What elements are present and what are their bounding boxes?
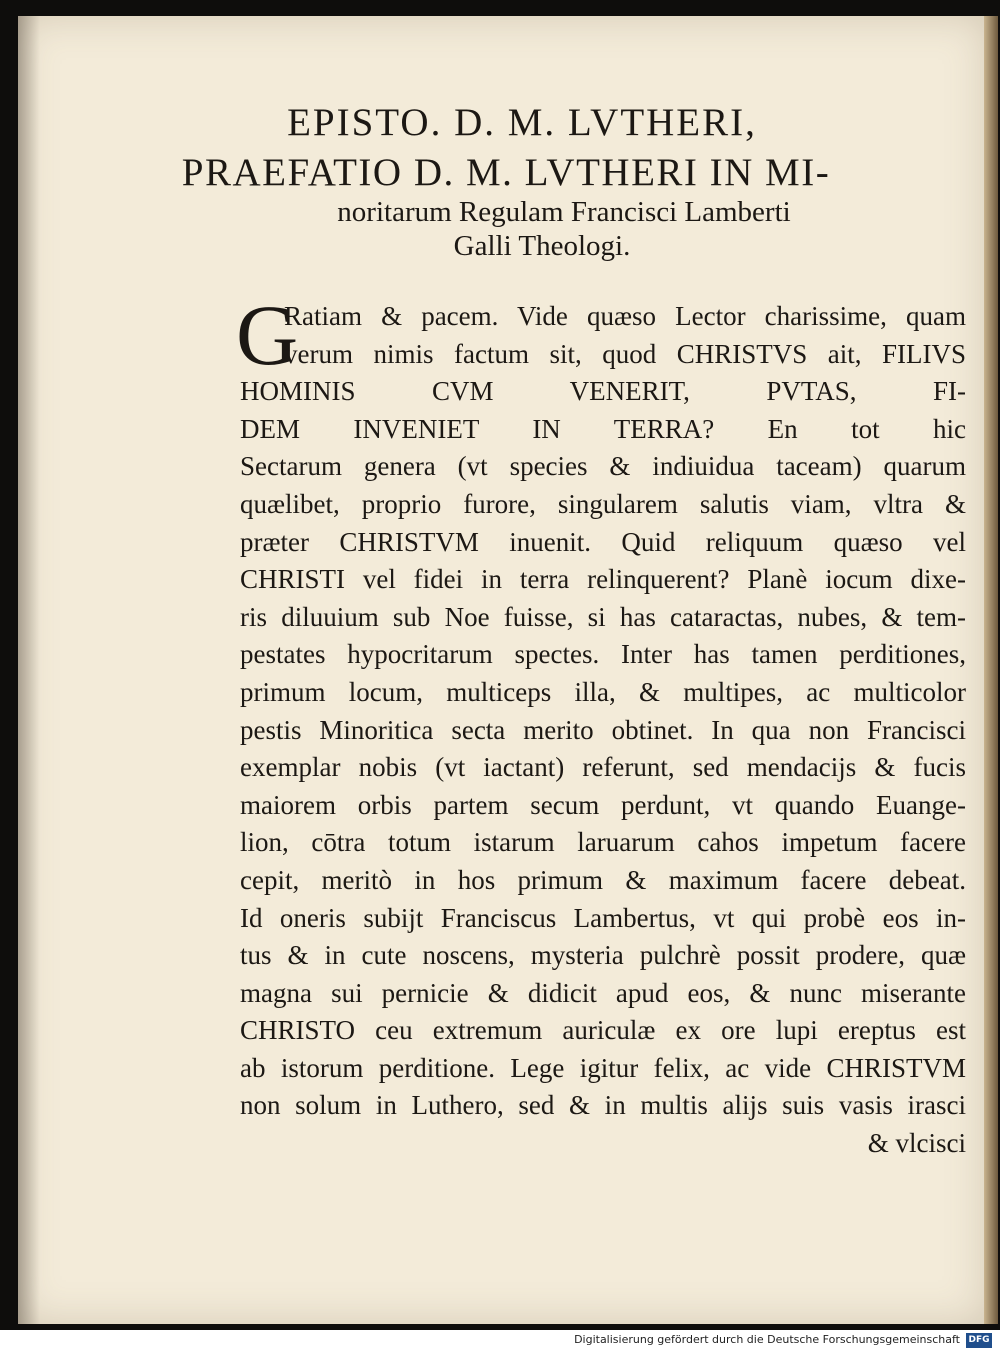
text-line: pestates hypocritarum spectes. Inter has tamen perditiones, xyxy=(240,639,966,670)
text-line: pestis Minoritica secta merito obtinet. In qua non Francisci xyxy=(240,714,966,745)
text-line: non solum in Luthero, sed & in multis alijs suis vasis irasci xyxy=(240,1090,966,1121)
text-line: ris diluuium sub Noe fuisse, si has cataractas, nubes, & tem- xyxy=(240,601,966,632)
text-line: cepit, meritò in hos primum & maximum facere debeat. xyxy=(240,864,966,895)
text-line: verum nimis factum sit, quod CHRISTVS ait, FILIVS xyxy=(284,338,966,369)
text-line: exemplar nobis (vt iactant) referunt, sed mendacijs & fucis xyxy=(240,752,966,783)
text-line: HOMINIS CVM VENERIT, PVTAS, FI- xyxy=(240,376,966,407)
text-line: maiorem orbis partem secum perdunt, vt quando Euange- xyxy=(240,789,966,820)
footer-bar xyxy=(0,1330,1000,1352)
dfg-logo: DFG xyxy=(966,1333,992,1348)
heading-line-1: EPISTO. D. M. LVTHERI, xyxy=(287,101,757,144)
text-line: tus & in cute noscens, mysteria pulchrè possit prodere, quæ xyxy=(240,940,966,971)
text-line: magna sui pernicie & didicit apud eos, & nunc miserante xyxy=(240,977,966,1008)
text-line: præter CHRISTVM inuenit. Quid reliquum quæso vel xyxy=(240,526,966,557)
text-line: DEM INVENIET IN TERRA? En tot hic xyxy=(240,413,966,444)
text-line: lion, cōtra totum istarum laruarum cahos impetum facere xyxy=(240,827,966,858)
text-line: Ratiam & pacem. Vide quæso Lector charissime, quam xyxy=(284,301,966,331)
funding-notice: Digitalisierung gefördert durch die Deutsche Forschungsgemeinschaft xyxy=(574,1333,960,1346)
text-line: primum locum, multiceps illa, & multipes, ac multicolor xyxy=(240,676,966,707)
body-text xyxy=(236,287,966,1163)
catchword: & vlcisci xyxy=(867,1128,966,1159)
text-line: Id oneris subijt Franciscus Lambertus, vt qui probè eos in- xyxy=(240,902,966,933)
text-line: CHRISTI vel fidei in terra relinquerent? Planè iocum dixe- xyxy=(240,564,966,595)
heading-line-2: PRAEFATIO D. M. LVTHERI IN MI- xyxy=(181,151,831,194)
page-gutter-shadow xyxy=(18,16,40,1324)
text-line: quælibet, proprio furore, singularem salutis viam, vltra & xyxy=(240,488,966,519)
text-line: Sectarum genera (vt species & indiuidua taceam) quarum xyxy=(240,451,966,482)
heading-line-4: Galli Theologi. xyxy=(453,230,631,262)
heading-line-3: noritarum Regulam Francisci Lamberti xyxy=(337,196,791,228)
drop-capital: G xyxy=(236,287,299,383)
text-line: CHRISTO ceu extremum auriculæ ex ore lupi ereptus est xyxy=(240,1015,966,1046)
book-page xyxy=(18,16,986,1324)
text-line: ab istorum perditione. Lege igitur felix, ac vide CHRISTVM xyxy=(240,1052,966,1083)
